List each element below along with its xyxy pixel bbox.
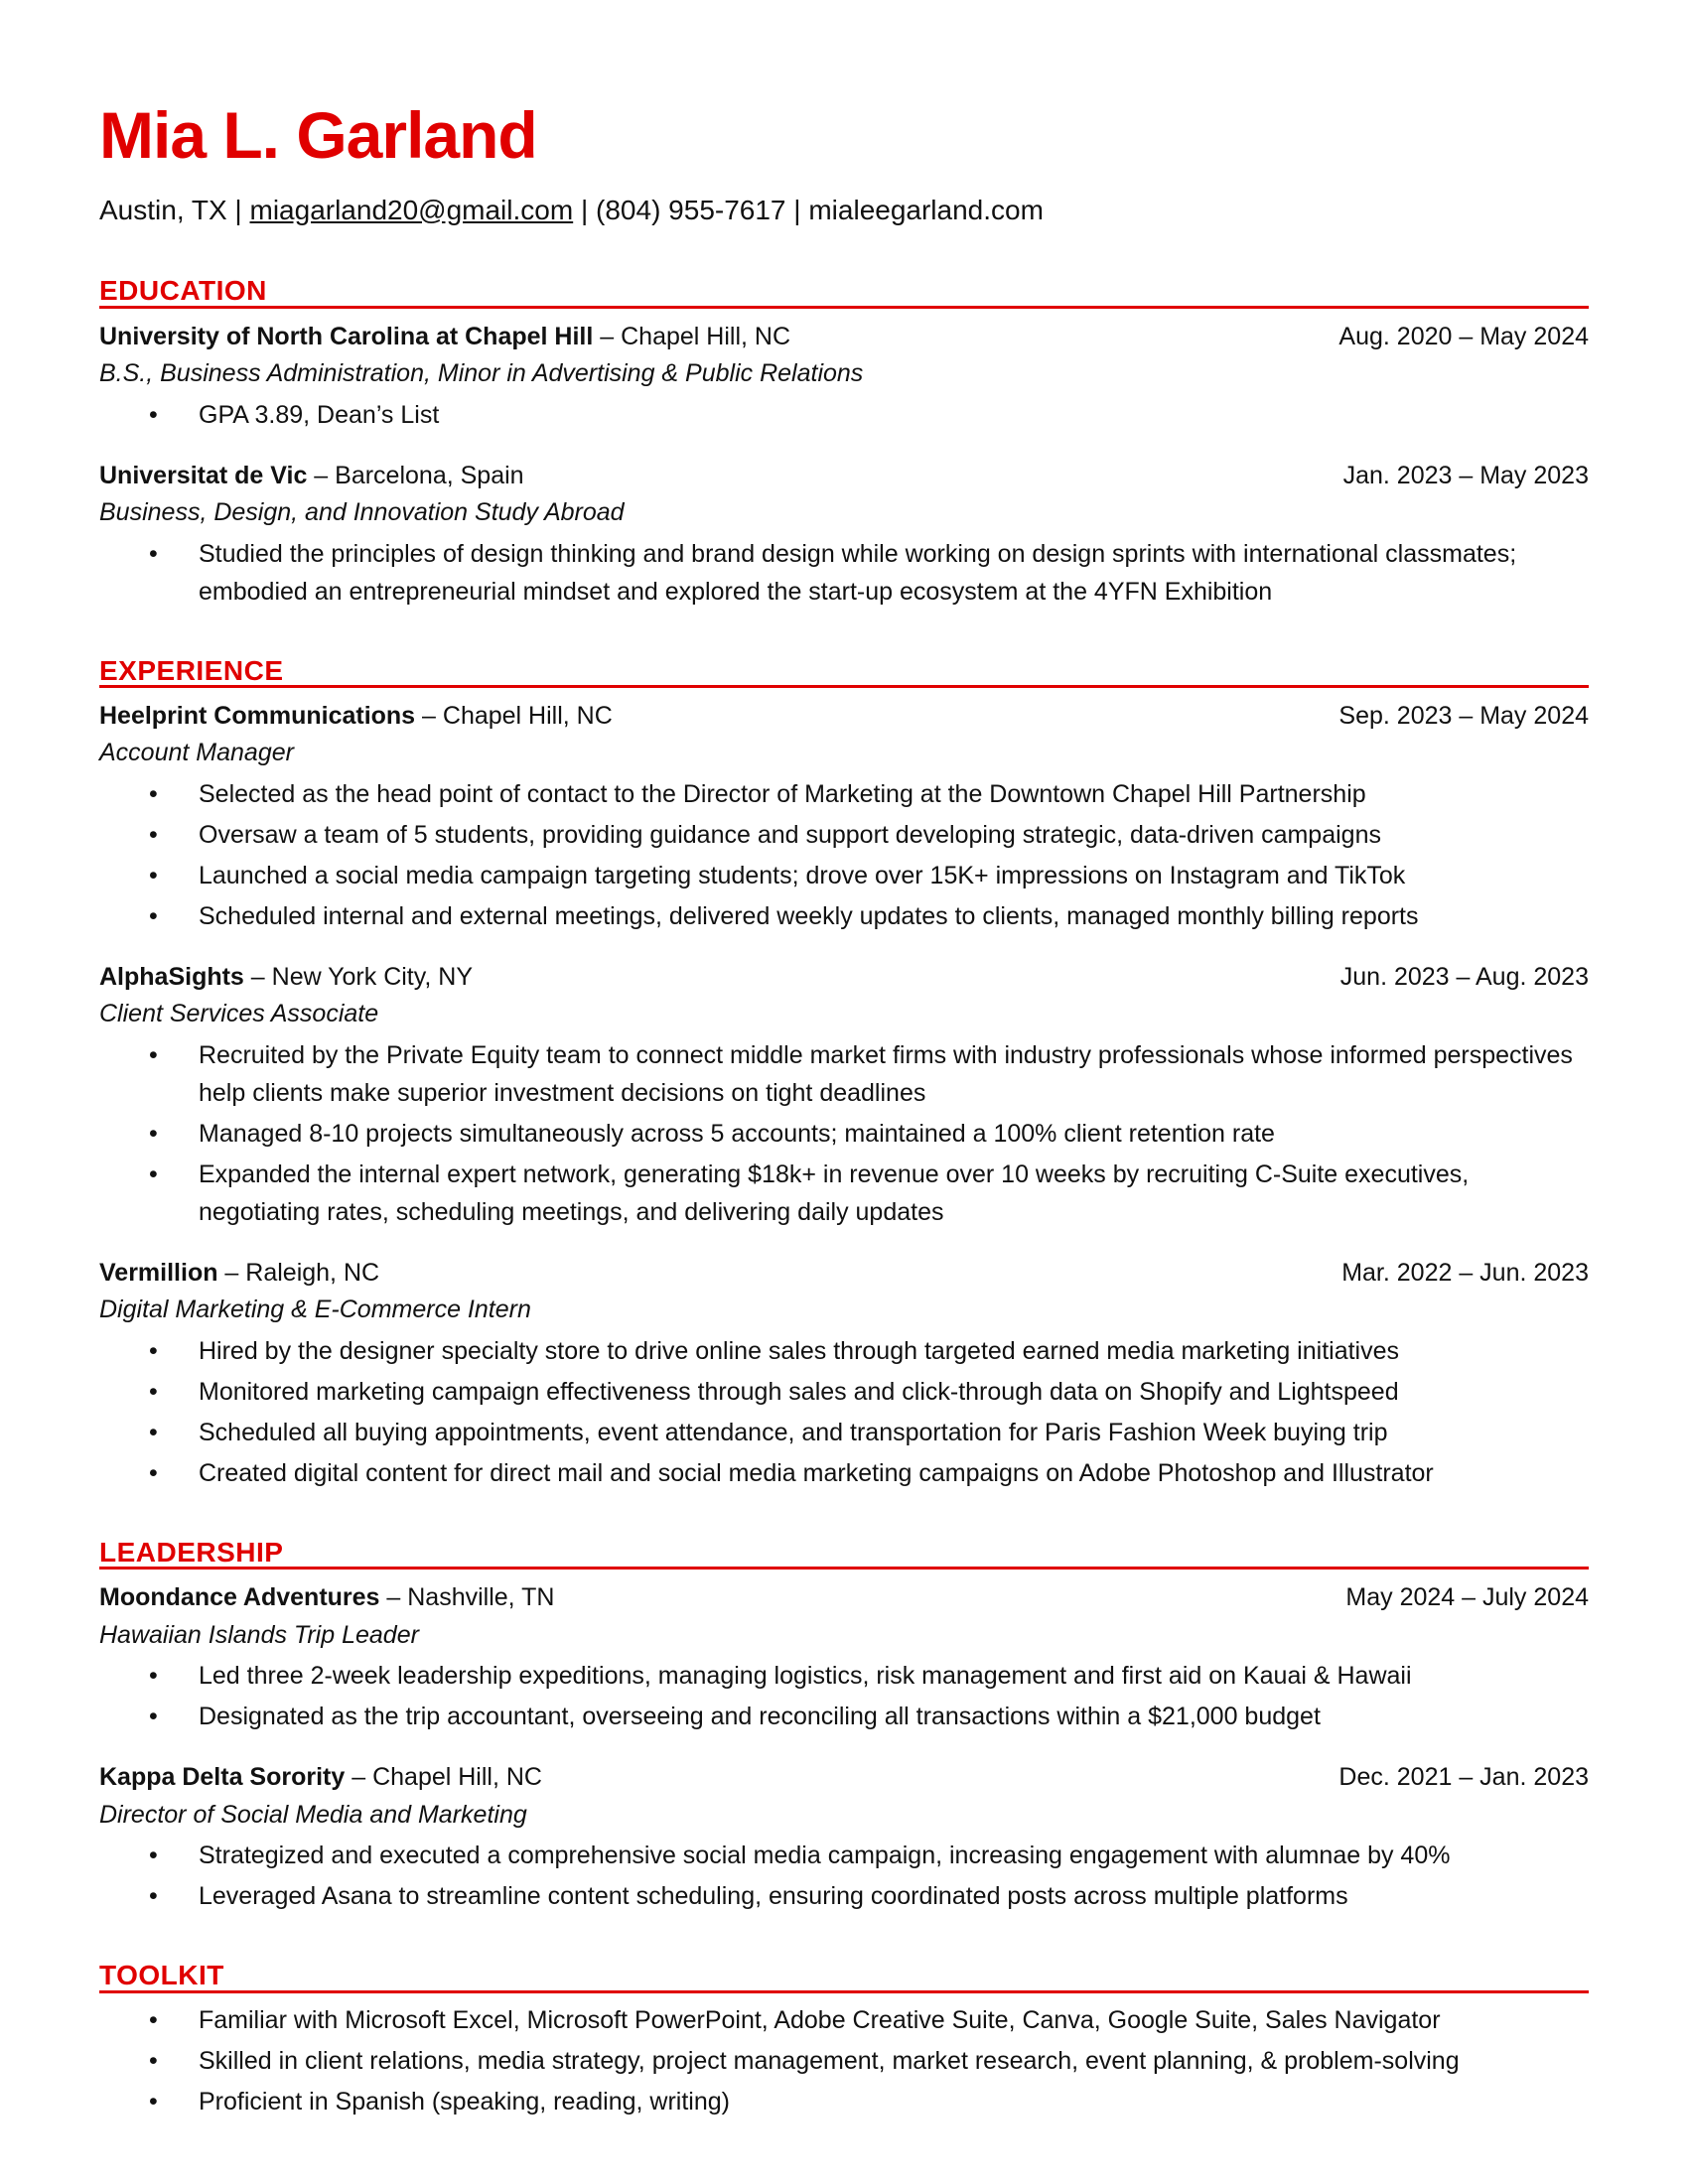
bullet-list: [99, 535, 1589, 611]
toolkit-section: [99, 1961, 1589, 2119]
org-location: – New York City, NY: [243, 962, 474, 991]
experience-entry-vermillion: [99, 1255, 1589, 1492]
bullet-icon: •: [149, 861, 158, 889]
entry-header: [99, 1255, 1589, 1293]
org-location: – Barcelona, Spain: [307, 461, 524, 489]
education-section: [99, 276, 1589, 610]
experience-entry-alphasights: [99, 959, 1589, 1231]
bullet-icon: •: [149, 1882, 158, 1911]
entry-header: [99, 1579, 1589, 1617]
list-item: • Studied the principles of design thinking and brand design while working on design sprints with international classmates; embodied an entrepreneurial mindset and explored the start-up ecosystem at the 4YFN Exhibition: [99, 535, 1589, 611]
bullet-icon: •: [149, 1703, 158, 1731]
bullet-icon: •: [149, 2046, 158, 2075]
list-item: • Designated as the trip accountant, overseeing and reconciling all transactions within a $21,000 budget: [99, 1698, 1589, 1735]
entry-dates: Mar. 2022 – Jun. 2023: [1341, 1258, 1589, 1287]
list-item: • Launched a social media campaign targeting students; drove over 15K+ impressions on Instagram and TikTok: [99, 857, 1589, 894]
list-item: • Expanded the internal expert network, generating $18k+ in revenue over 10 weeks by recruiting C-Suite executives, negotiating rates, scheduling meetings, and delivering daily updates: [99, 1156, 1589, 1231]
list-item: • Strategized and executed a comprehensive social media campaign, increasing engagement with alumnae by 40%: [99, 1837, 1589, 1874]
program: Business, Design, and Innovation Study Abroad: [99, 498, 625, 527]
org-name: Kappa Delta Sorority: [99, 1763, 346, 1792]
org-name: University of North Carolina at Chapel Hill: [99, 322, 594, 350]
entry-dates: Dec. 2021 – Jan. 2023: [1338, 1763, 1589, 1792]
degree: B.S., Business Administration, Minor in Advertising & Public Relations: [99, 359, 864, 388]
leadership-entry-kappa-delta: [99, 1759, 1589, 1915]
education-entry-vic: [99, 458, 1589, 611]
entry-dates: Jan. 2023 – May 2023: [1342, 461, 1589, 489]
list-item: • Oversaw a team of 5 students, providing guidance and support developing strategic, data-driven campaigns: [99, 816, 1589, 854]
list-item: • Skilled in client relations, media strategy, project management, market research, event planning, & problem-solving: [99, 2042, 1589, 2080]
leadership-section: [99, 1538, 1589, 1915]
list-item: • Hired by the designer specialty store to drive online sales through targeted earned media marketing initiatives: [99, 1332, 1589, 1370]
bullet-list: [99, 1837, 1589, 1915]
bullet-icon: •: [149, 1040, 158, 1069]
list-item: • Managed 8-10 projects simultaneously across 5 accounts; maintained a 100% client retention rate: [99, 1115, 1589, 1153]
org-location: – Chapel Hill, NC: [415, 701, 613, 730]
bullet-icon: •: [149, 901, 158, 930]
bullet-icon: •: [149, 1336, 158, 1365]
bullet-icon: •: [149, 2087, 158, 2116]
bullet-icon: •: [149, 1160, 158, 1188]
entry-dates: Sep. 2023 – May 2024: [1338, 701, 1589, 730]
section-title-leadership: LEADERSHIP: [99, 1538, 1589, 1570]
section-title-toolkit: TOOLKIT: [99, 1961, 1589, 1992]
org-location: – Chapel Hill, NC: [593, 322, 790, 350]
bullet-list: [99, 1332, 1589, 1492]
bullet-icon: •: [149, 1377, 158, 1406]
entry-dates: May 2024 – July 2024: [1345, 1583, 1589, 1612]
list-item: • Monitored marketing campaign effectiveness through sales and click-through data on Shopify and Lightspeed: [99, 1373, 1589, 1411]
list-item: • Proficient in Spanish (speaking, reading, writing): [99, 2083, 1589, 2120]
location: Austin, TX: [99, 194, 227, 225]
entry-header: [99, 458, 1589, 495]
entry-dates: Jun. 2023 – Aug. 2023: [1339, 962, 1589, 991]
org-name: Vermillion: [99, 1258, 218, 1287]
section-title-experience: EXPERIENCE: [99, 656, 1589, 688]
experience-entry-heelprint: [99, 698, 1589, 935]
entry-header: [99, 698, 1589, 736]
bullet-list: [99, 396, 1589, 434]
bullet-list: [99, 2001, 1589, 2120]
bullet-icon: •: [149, 400, 158, 429]
bullet-icon: •: [149, 1418, 158, 1446]
email-link[interactable]: miagarland20@gmail.com: [249, 194, 574, 225]
education-entry-unc: [99, 319, 1589, 434]
org-name: AlphaSights: [99, 962, 244, 991]
bullet-list: [99, 775, 1589, 935]
bullet-list: [99, 1036, 1589, 1231]
bullet-icon: •: [149, 1662, 158, 1691]
list-item: • Scheduled internal and external meetings, delivered weekly updates to clients, managed monthly billing reports: [99, 897, 1589, 935]
entry-header: [99, 959, 1589, 997]
org-name: Heelprint Communications: [99, 701, 416, 730]
list-item: • Recruited by the Private Equity team to connect middle market firms with industry professionals whose informed perspectives help clients make superior investment decisions on tight deadlines: [99, 1036, 1589, 1112]
job-title: Director of Social Media and Marketing: [99, 1800, 527, 1829]
list-item: • Familiar with Microsoft Excel, Microsoft PowerPoint, Adobe Creative Suite, Canva, Google Suite, Sales Navigator: [99, 2001, 1589, 2039]
org-name: Moondance Adventures: [99, 1583, 380, 1612]
entry-header: [99, 1759, 1589, 1797]
bullet-list: [99, 1657, 1589, 1735]
website: mialeegarland.com: [808, 194, 1044, 225]
job-title: Account Manager: [99, 739, 294, 767]
leadership-entry-moondance: [99, 1579, 1589, 1735]
list-item: • Led three 2-week leadership expeditions, managing logistics, risk management and first aid on Kauai & Hawaii: [99, 1657, 1589, 1695]
separator: |: [785, 194, 809, 225]
job-title: Hawaiian Islands Trip Leader: [99, 1620, 419, 1649]
separator: |: [226, 194, 250, 225]
section-title-education: EDUCATION: [99, 276, 1589, 308]
candidate-name: Mia L. Garland: [99, 98, 537, 172]
list-item: • GPA 3.89, Dean’s List: [99, 396, 1589, 434]
experience-section: [99, 656, 1589, 1492]
list-item: • Scheduled all buying appointments, event attendance, and transportation for Paris Fashion Week buying trip: [99, 1414, 1589, 1451]
bullet-icon: •: [149, 779, 158, 808]
list-item: • Leveraged Asana to streamline content scheduling, ensuring coordinated posts across multiple platforms: [99, 1877, 1589, 1915]
bullet-icon: •: [149, 1119, 158, 1148]
org-location: – Raleigh, NC: [217, 1258, 380, 1287]
separator: |: [573, 194, 597, 225]
bullet-icon: •: [149, 1458, 158, 1487]
org-location: – Nashville, TN: [379, 1583, 555, 1612]
bullet-icon: •: [149, 539, 158, 568]
job-title: Client Services Associate: [99, 1000, 379, 1028]
bullet-icon: •: [149, 820, 158, 849]
bullet-icon: •: [149, 2005, 158, 2034]
org-name: Universitat de Vic: [99, 461, 308, 489]
bullet-icon: •: [149, 1842, 158, 1870]
entry-dates: Aug. 2020 – May 2024: [1338, 322, 1589, 350]
resume-page: [99, 99, 1589, 2120]
job-title: Digital Marketing & E-Commerce Intern: [99, 1296, 531, 1324]
phone: (804) 955-7617: [596, 194, 786, 225]
org-location: – Chapel Hill, NC: [345, 1763, 542, 1792]
list-item: • Created digital content for direct mail and social media marketing campaigns on Adobe Photoshop and Illustrator: [99, 1454, 1589, 1492]
list-item: • Selected as the head point of contact to the Director of Marketing at the Downtown Chapel Hill Partnership: [99, 775, 1589, 813]
entry-header: [99, 319, 1589, 356]
contact-line: [99, 194, 1589, 227]
